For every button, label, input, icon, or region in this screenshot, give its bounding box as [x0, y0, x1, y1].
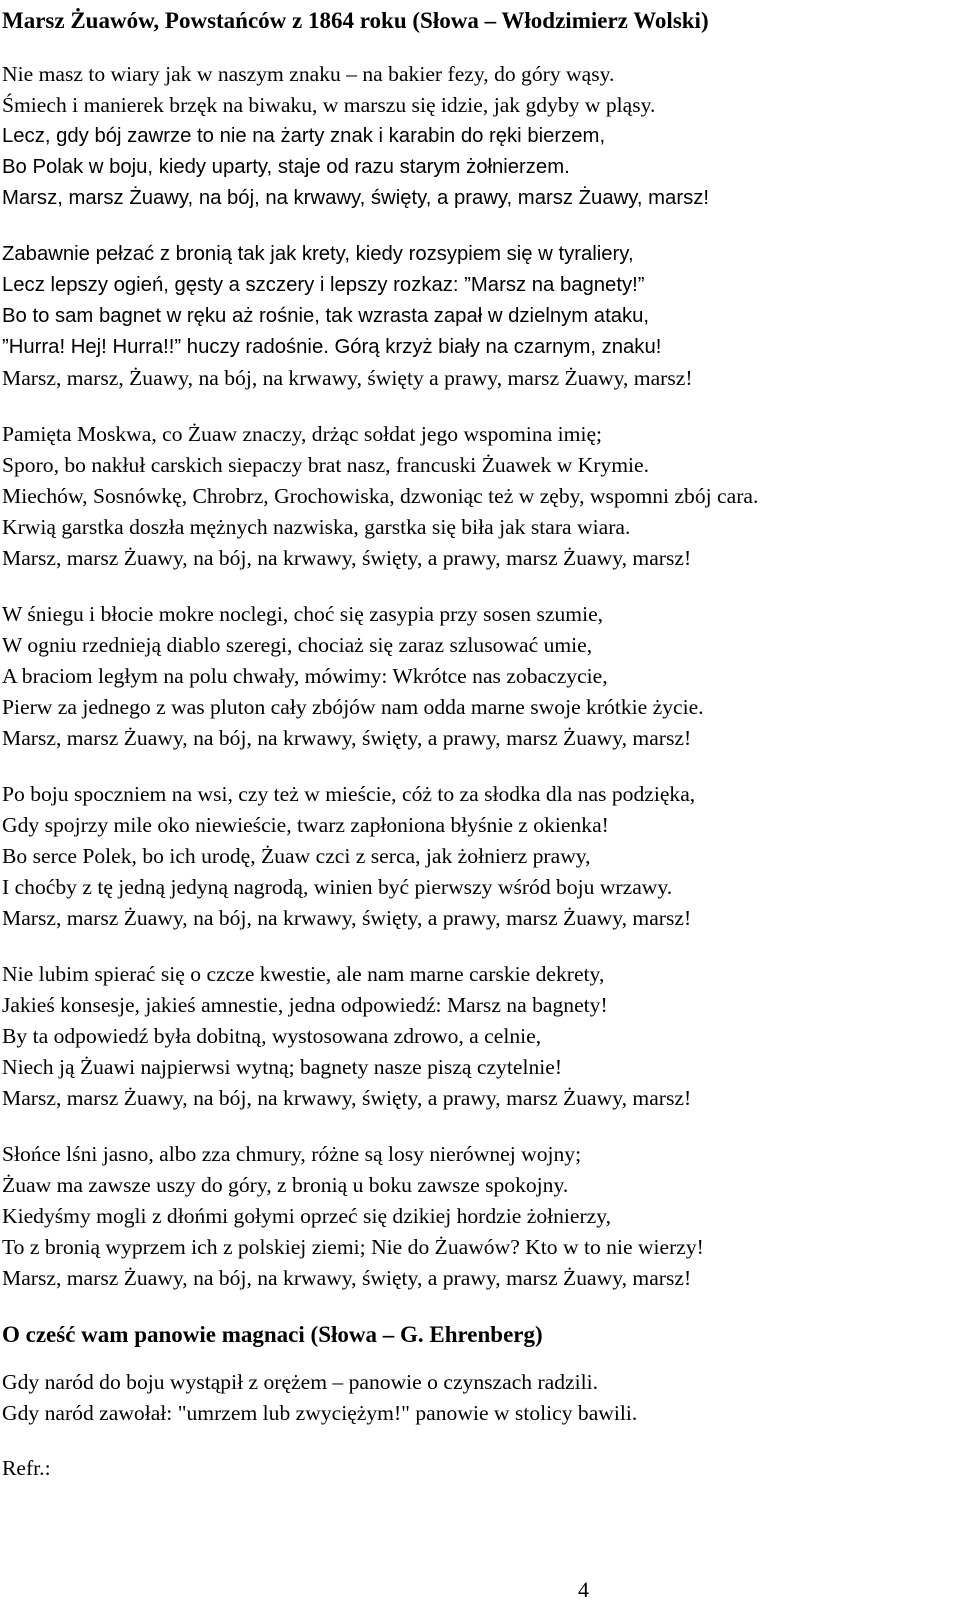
stanza-6	[2, 959, 960, 1114]
page-number: 4	[578, 1577, 589, 1602]
verse-line: Pamięta Moskwa, co Żuaw znaczy, drżąc sołdat jego wspomina imię;	[2, 422, 603, 446]
verse-line: Lecz lepszy ogień, gęsty a szczery i lepszy rozkaz: ”Marsz na bagnety!”	[2, 274, 645, 296]
verse-line: Zabawnie pełzać z bronią tak jak krety, kiedy rozsypiem się w tyraliery,	[2, 243, 634, 265]
verse-line: Nie masz to wiary jak w naszym znaku – na bakier fezy, do góry wąsy.	[2, 62, 615, 86]
verse-line: Gdy spojrzy mile oko niewieście, twarz zapłoniona błyśnie z okienka!	[2, 813, 609, 837]
verse-line: Słońce lśni jasno, albo zza chmury, różne są losy nierównej wojny;	[2, 1142, 582, 1166]
verse-line: Bo serce Polek, bo ich urodę, Żuaw czci z serca, jak żołnierz prawy,	[2, 844, 591, 868]
verse-line: Bo Polak w boju, kiedy uparty, staje od razu starym żołnierzem.	[2, 156, 570, 178]
verse-line: Lecz, gdy bój zawrze to nie na żarty znak i karabin do ręki bierzem,	[2, 125, 606, 147]
refrain-line: Marsz, marsz Żuawy, na bój, na krwawy, święty, a prawy, marsz Żuawy, marsz!	[2, 187, 709, 209]
stanza-1	[2, 59, 960, 214]
verse-line: Miechów, Sosnówkę, Chrobrz, Grochowiska, dzwoniąc też w zęby, wspomni zbój cara.	[2, 484, 759, 508]
verse-line: Gdy naród zawołał: "umrzem lub zwyciężym!" panowie w stolicy bawili.	[2, 1401, 638, 1425]
verse-line: Po boju spoczniem na wsi, czy też w mieście, cóż to za słodka dla nas podzięka,	[2, 782, 696, 806]
verse-line: Niech ją Żuawi najpierwsi wytną; bagnety nasze piszą czytelnie!	[2, 1055, 563, 1079]
verse-line: Krwią garstka doszła mężnych nazwiska, garstka się biła jak stara wiara.	[2, 515, 631, 539]
verse-line: To z bronią wyprzem ich z polskiej ziemi; Nie do Żuawów? Kto w to nie wierzy!	[2, 1235, 704, 1259]
song2-verse	[2, 1367, 960, 1429]
stanza-5	[2, 779, 960, 934]
song-title-o-czesc-wam: O cześć wam panowie magnaci (Słowa – G. Ehrenberg)	[2, 1322, 543, 1347]
song-title-marsz-zuawow: Marsz Żuawów, Powstańców z 1864 roku (Słowa – Włodzimierz Wolski)	[2, 8, 709, 33]
verse-line: Żuaw ma zawsze uszy do góry, z bronią u boku zawsze spokojny.	[2, 1173, 569, 1197]
refrain-line: Marsz, marsz, Żuawy, na bój, na krwawy, święty a prawy, marsz Żuawy, marsz!	[2, 366, 693, 390]
stanza-4	[2, 599, 960, 754]
verse-line: Jakieś konsesje, jakieś amnestie, jedna odpowiedź: Marsz na bagnety!	[2, 993, 608, 1017]
refrain-line: Marsz, marsz Żuawy, na bój, na krwawy, święty, a prawy, marsz Żuawy, marsz!	[2, 546, 692, 570]
verse-line: Kiedyśmy mogli z dłońmi gołymi oprzeć się dzikiej hordzie żołnierzy,	[2, 1204, 612, 1228]
verse-line: W ogniu rzednieją diablo szeregi, chociaż się zaraz szlusować umie,	[2, 633, 593, 657]
verse-line: W śniegu i błocie mokre noclegi, choć się zasypia przy sosen szumie,	[2, 602, 604, 626]
refrain-line: Marsz, marsz Żuawy, na bój, na krwawy, święty, a prawy, marsz Żuawy, marsz!	[2, 906, 692, 930]
verse-line: Śmiech i manierek brzęk na biwaku, w marszu się idzie, jak gdyby w pląsy.	[2, 93, 656, 117]
verse-line: A braciom ległym na polu chwały, mówimy: Wkrótce nas zobaczycie,	[2, 664, 608, 688]
verse-line: By ta odpowiedź była dobitną, wystosowana zdrowo, a celnie,	[2, 1024, 542, 1048]
refrain-line: Marsz, marsz Żuawy, na bój, na krwawy, święty, a prawy, marsz Żuawy, marsz!	[2, 1086, 692, 1110]
verse-line: Nie lubim spierać się o czcze kwestie, ale nam marne carskie dekrety,	[2, 962, 605, 986]
refrain-label: Refr.:	[2, 1456, 51, 1480]
verse-line: Gdy naród do boju wystąpił z orężem – panowie o czynszach radzili.	[2, 1370, 599, 1394]
verse-line: ”Hurra! Hej! Hurra!!” huczy radośnie. Górą krzyż biały na czarnym, znaku!	[2, 336, 662, 358]
refrain-line: Marsz, marsz Żuawy, na bój, na krwawy, święty, a prawy, marsz Żuawy, marsz!	[2, 1266, 692, 1290]
verse-line: Sporo, bo nakłuł carskich siepaczy brat nasz, francuski Żuawek w Krymie.	[2, 453, 650, 477]
verse-line: I choćby z tę jedną jedyną nagrodą, winien być pierwszy wśród boju wrzawy.	[2, 875, 673, 899]
stanza-2	[2, 239, 960, 394]
stanza-7	[2, 1139, 960, 1294]
verse-line: Bo to sam bagnet w ręku aż rośnie, tak wzrasta zapał w dzielnym ataku,	[2, 305, 650, 327]
verse-line: Pierw za jednego z was pluton cały zbójów nam odda marne swoje krótkie życie.	[2, 695, 704, 719]
refrain-line: Marsz, marsz Żuawy, na bój, na krwawy, święty, a prawy, marsz Żuawy, marsz!	[2, 726, 692, 750]
stanza-3	[2, 419, 960, 574]
